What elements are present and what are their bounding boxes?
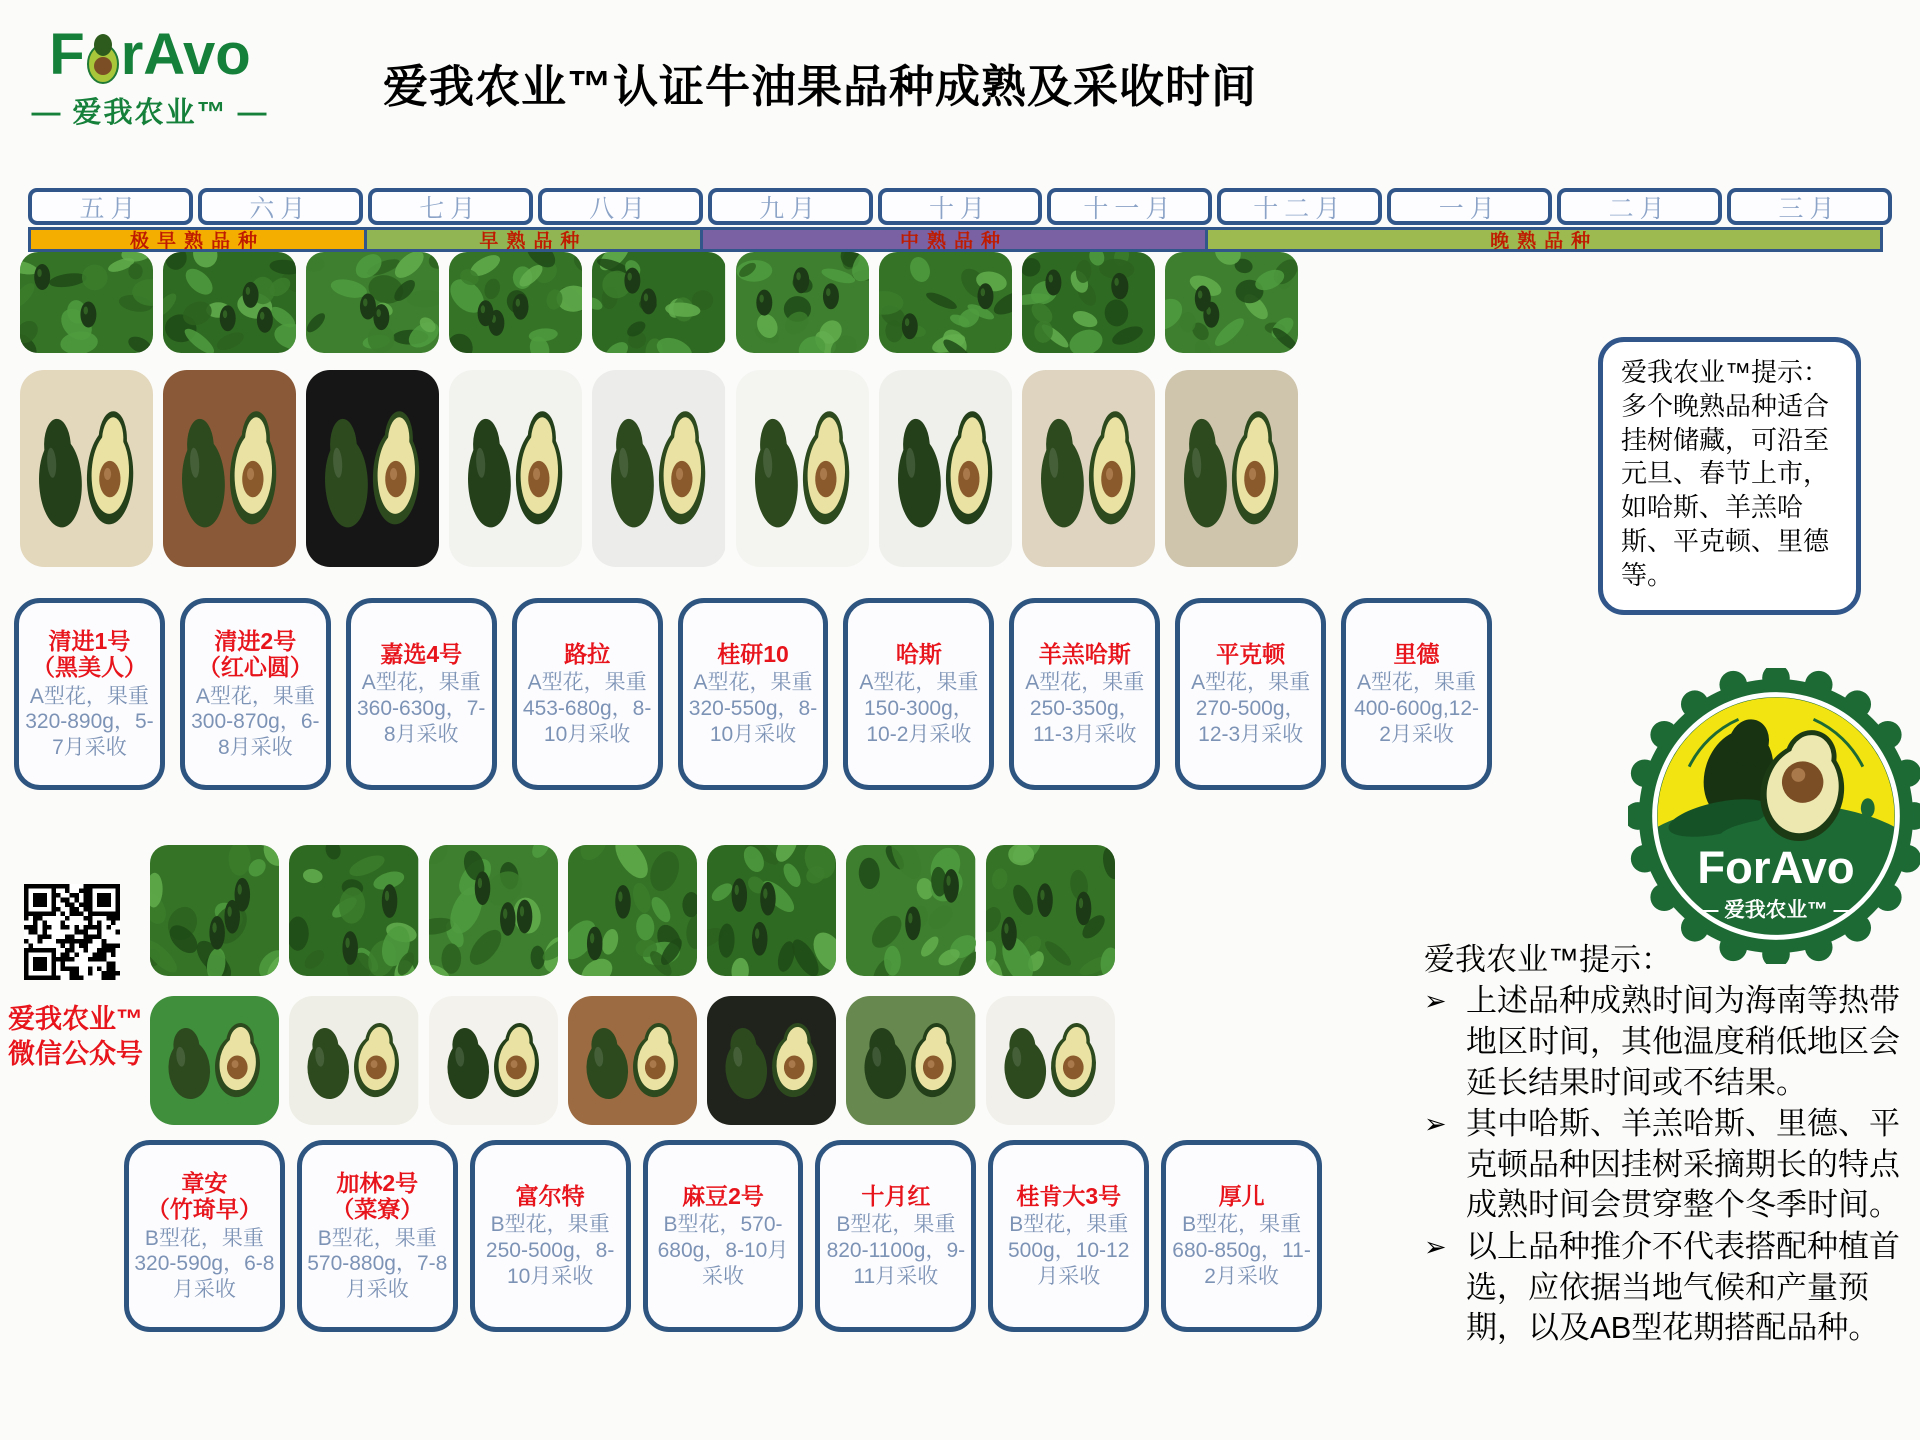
month-cell-11: 三月 — [1727, 188, 1892, 225]
badge-brand-text: ForAvo — [1697, 842, 1855, 894]
top-fruit-photo-2 — [163, 370, 296, 567]
late-season-tip-box — [1598, 337, 1861, 615]
top-fruit-photo-row — [20, 370, 1298, 567]
top-fruit-photo-7 — [879, 370, 1012, 567]
top-tree-photo-8 — [1022, 252, 1155, 353]
bottom-tree-photo-3 — [429, 845, 558, 976]
wechat-caption — [8, 1002, 168, 1072]
badge-subtitle-text: — 爱我农业™ — — [1697, 898, 1855, 922]
top-variety-card-5 — [678, 598, 829, 790]
month-cell-2: 六月 — [198, 188, 363, 225]
top-tree-photo-9 — [1165, 252, 1298, 353]
variety-description: A型花，果重320-890g，5-7月采收 — [25, 684, 154, 759]
wechat-caption-line1: 爱我农业™ — [8, 1004, 143, 1034]
variety-description: A型花，果重250-350g，11-3月采收 — [1025, 671, 1145, 746]
top-fruit-photo-1 — [20, 370, 153, 567]
bottom-variety-card-1 — [124, 1140, 285, 1332]
bottom-fruit-photo-row — [150, 996, 1115, 1125]
notes-heading: 爱我农业™提示： — [1424, 942, 1672, 977]
bottom-tree-photo-7 — [986, 845, 1115, 976]
month-cell-7: 十一月 — [1047, 188, 1212, 225]
variety-name: 章安 — [181, 1169, 228, 1196]
bottom-tree-photo-1 — [150, 845, 279, 976]
top-variety-card-4 — [512, 598, 663, 790]
variety-description: B型花，果重820-1100g，9-11月采收 — [826, 1213, 966, 1288]
variety-description: B型花，果重570-880g，7-8月采收 — [307, 1226, 448, 1301]
top-fruit-photo-4 — [449, 370, 582, 567]
harvest-timeline — [28, 188, 1892, 252]
variety-description: B型花，果重320-590g，6-8月采收 — [134, 1226, 275, 1301]
phase-segment-1 — [28, 227, 367, 252]
bottom-fruit-photo-4 — [568, 996, 697, 1125]
note-item-1 — [1424, 981, 1916, 1103]
variety-name: 清进2号 — [214, 627, 297, 654]
variety-name: 路拉 — [564, 640, 611, 667]
bottom-fruit-photo-7 — [986, 996, 1115, 1125]
top-tree-photo-6 — [736, 252, 869, 353]
bottom-variety-cards-row — [124, 1140, 1322, 1332]
logo-subtitle: — 爱我农业™ — — [31, 97, 269, 129]
phase-label-3: 中熟品种 — [899, 231, 1008, 252]
top-fruit-photo-5 — [592, 370, 725, 567]
variety-name: 厚儿 — [1218, 1182, 1265, 1209]
late-season-tip-text: 爱我农业™提示：多个晚熟品种适合挂树储藏，可沿至元旦、春节上市，如哈斯、羊羔哈斯、平克顿、里德等。 — [1621, 357, 1830, 590]
variety-name: 加林2号 — [336, 1169, 419, 1196]
variety-description: A型花，果重150-300g，10-2月采收 — [859, 671, 979, 746]
month-cell-8: 十二月 — [1217, 188, 1382, 225]
bottom-fruit-photo-6 — [846, 996, 975, 1125]
bullet-arrow-icon: ➢ — [1424, 1231, 1447, 1262]
foravo-logo — [30, 22, 270, 131]
variety-name: 桂肯大3号 — [1016, 1182, 1122, 1209]
variety-alias: （菜寮） — [331, 1196, 424, 1223]
variety-name: 富尔特 — [515, 1182, 585, 1209]
top-fruit-photo-9 — [1165, 370, 1298, 567]
month-cell-5: 九月 — [708, 188, 873, 225]
foravo-logo-wordmark — [30, 22, 270, 87]
logo-text-f: F — [49, 22, 85, 87]
month-cell-9: 一月 — [1387, 188, 1552, 225]
bottom-tree-photo-6 — [846, 845, 975, 976]
variety-name: 嘉选4号 — [380, 640, 463, 667]
variety-description: A型花，果重360-630g，7-8月采收 — [357, 671, 486, 746]
top-tree-photo-3 — [306, 252, 439, 353]
bottom-tree-photo-5 — [707, 845, 836, 976]
foravo-badge — [1628, 668, 1920, 964]
variety-description: B型花，果重680-850g，11-2月采收 — [1172, 1213, 1311, 1288]
bullet-arrow-icon: ➢ — [1424, 986, 1447, 1017]
top-tree-photo-1 — [20, 252, 153, 353]
top-fruit-photo-8 — [1022, 370, 1155, 567]
top-variety-card-1 — [14, 598, 165, 790]
variety-description: A型花，果重270-500g，12-3月采收 — [1191, 671, 1311, 746]
top-variety-card-6 — [843, 598, 994, 790]
top-variety-card-7 — [1009, 598, 1160, 790]
variety-description: A型花，果重320-550g，8-10月采收 — [688, 671, 818, 746]
variety-alias: （红心圆） — [197, 654, 313, 681]
avocado-icon — [86, 32, 120, 84]
variety-name: 麻豆2号 — [682, 1182, 764, 1209]
bottom-fruit-photo-3 — [429, 996, 558, 1125]
phase-segment-3 — [700, 227, 1208, 252]
variety-name: 十月红 — [861, 1182, 931, 1209]
phase-segment-4 — [1205, 227, 1883, 252]
variety-description: B型花，570-680g，8-10月采收 — [657, 1213, 789, 1288]
variety-description: B型花，果重250-500g，8-10月采收 — [485, 1213, 615, 1288]
variety-alias: （黑美人） — [31, 654, 147, 681]
variety-alias: （竹琦早） — [146, 1196, 262, 1223]
phase-segment-2 — [364, 227, 703, 252]
bottom-variety-card-3 — [470, 1140, 631, 1332]
note-item-3 — [1424, 1227, 1916, 1349]
top-tree-photo-row — [20, 252, 1298, 353]
phase-label-4: 晚熟品种 — [1490, 231, 1599, 252]
variety-description: A型花，果重453-680g，8-10月采收 — [522, 671, 652, 746]
note-text: 以上品种推介不代表搭配种植首选，应依据当地气候和产量预期，以及AB型花期搭配品种。 — [1466, 1228, 1900, 1346]
variety-name: 羊羔哈斯 — [1038, 640, 1131, 667]
bottom-variety-card-4 — [643, 1140, 804, 1332]
note-text: 其中哈斯、羊羔哈斯、里德、平克顿品种因挂树采摘期长的特点成熟时间会贯穿整个冬季时间。 — [1466, 1106, 1900, 1223]
top-variety-card-8 — [1175, 598, 1326, 790]
wechat-qr-code — [24, 884, 120, 980]
top-variety-card-9 — [1341, 598, 1492, 790]
variety-name: 平克顿 — [1216, 640, 1286, 667]
top-variety-card-2 — [180, 598, 331, 790]
maturity-phase-bar — [28, 227, 1892, 252]
top-tree-photo-7 — [879, 252, 1012, 353]
variety-description: A型花，果重400-600g,12-2月采收 — [1354, 671, 1480, 746]
top-fruit-photo-3 — [306, 370, 439, 567]
bullet-arrow-icon: ➢ — [1424, 1109, 1447, 1140]
variety-name: 哈斯 — [895, 640, 942, 667]
month-cell-6: 十月 — [878, 188, 1043, 225]
note-text: 上述品种成熟时间为海南等热带地区时间，其他温度稍低地区会延长结果时间或不结果。 — [1466, 983, 1900, 1100]
notes-items — [1424, 981, 1916, 1348]
bottom-variety-card-2 — [297, 1140, 458, 1332]
variety-description: B型花，果重500g，10-12月采收 — [1007, 1213, 1130, 1288]
wechat-caption-line2: 微信公众号 — [8, 1039, 143, 1070]
top-tree-photo-5 — [592, 252, 725, 353]
note-item-2 — [1424, 1104, 1916, 1226]
variety-name: 里德 — [1393, 640, 1440, 667]
bottom-variety-card-5 — [815, 1140, 976, 1332]
month-cell-4: 八月 — [538, 188, 703, 225]
top-tree-photo-2 — [163, 252, 296, 353]
month-header-row — [28, 188, 1892, 225]
bottom-fruit-photo-2 — [289, 996, 418, 1125]
phase-label-1: 极早熟品种 — [129, 231, 265, 252]
bottom-variety-card-7 — [1161, 1140, 1322, 1332]
variety-name: 清进1号 — [48, 627, 131, 654]
top-tree-photo-4 — [449, 252, 582, 353]
bottom-tree-photo-4 — [568, 845, 697, 976]
notes-block — [1424, 940, 1916, 1349]
top-variety-cards-row — [14, 598, 1492, 790]
bottom-fruit-photo-1 — [150, 996, 279, 1125]
bottom-tree-photo-2 — [289, 845, 418, 976]
bottom-variety-card-6 — [988, 1140, 1149, 1332]
page-title: 爱我农业™认证牛油果品种成熟及采收时间 — [382, 61, 1257, 112]
month-cell-10: 二月 — [1557, 188, 1722, 225]
bottom-tree-photo-row — [150, 845, 1115, 976]
variety-name: 桂研10 — [717, 640, 789, 667]
month-cell-3: 七月 — [368, 188, 533, 225]
phase-label-2: 早熟品种 — [479, 231, 588, 252]
top-fruit-photo-6 — [736, 370, 869, 567]
variety-description: A型花，果重300-870g，6-8月采收 — [191, 684, 320, 759]
bottom-fruit-photo-5 — [707, 996, 836, 1125]
top-variety-card-3 — [346, 598, 497, 790]
month-cell-1: 五月 — [28, 188, 193, 225]
logo-text-rest: rAvo — [120, 22, 251, 87]
